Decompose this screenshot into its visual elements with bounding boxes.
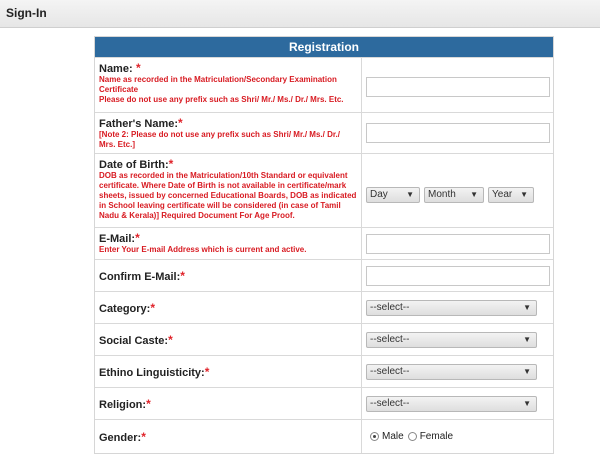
father-name-label: Father's Name: (99, 118, 179, 130)
category-input-cell (362, 292, 553, 323)
required-mark: * (168, 332, 173, 347)
father-name-label-cell (95, 113, 362, 153)
confirm-email-label-cell (95, 260, 362, 291)
gender-male-radio[interactable] (370, 432, 379, 441)
gender-label-cell (95, 420, 362, 453)
confirm-email-input-cell (362, 260, 553, 291)
social-caste-input-cell (362, 324, 553, 355)
confirm-email-label: Confirm E-Mail: (99, 270, 181, 283)
email-row (95, 227, 553, 259)
sign-in-title: Sign-In (6, 6, 47, 20)
religion-label-cell (95, 388, 362, 419)
required-mark: * (135, 61, 141, 75)
required-mark: * (141, 429, 146, 444)
father-name-row (95, 112, 553, 153)
chevron-down-icon: ▼ (470, 189, 478, 199)
category-select-value: --select-- (370, 301, 410, 313)
chevron-down-icon: ▼ (523, 334, 531, 344)
name-note: Name as recorded in the Matriculation/Secondary Examination Certificate Please do not use any prefix such as Shri/ Mr./ Ms./ Dr./ Mrs. Etc. (99, 75, 344, 104)
dob-label: Date of Birth: (99, 159, 169, 171)
category-row (95, 291, 553, 323)
social-caste-select[interactable] (366, 332, 537, 348)
top-bar (0, 0, 600, 28)
required-mark: * (180, 268, 185, 283)
religion-select-value: --select-- (370, 397, 410, 409)
father-name-input[interactable] (366, 123, 550, 143)
dob-label-cell (95, 154, 362, 227)
year-select-value: Year (492, 188, 513, 200)
chevron-down-icon: ▼ (523, 366, 531, 376)
ethino-label: Ethino Linguisticity: (99, 366, 205, 379)
name-label: Name (99, 63, 129, 75)
form-header: Registration (95, 37, 553, 57)
month-select[interactable] (424, 187, 484, 203)
social-caste-row (95, 323, 553, 355)
email-note: Enter Your E-mail Address which is current and active. (99, 245, 307, 254)
name-row (95, 57, 553, 112)
dob-note: DOB as recorded in the Matriculation/10th Standard or equivalent certificate. Where Date of Birth is not available in certificate/mark sheets, issued by concerned Educational Boards, DOB as indicated in School leaving certificate will be considered (in case of Tamil Nadu & Kerala)] Required Document For Age Proof. (99, 171, 357, 220)
ethino-select[interactable] (366, 364, 537, 380)
religion-row (95, 387, 553, 419)
required-mark: * (146, 396, 151, 411)
required-mark: * (135, 231, 140, 245)
father-name-input-cell (362, 113, 553, 153)
category-select[interactable] (366, 300, 537, 316)
dob-input-cell (362, 154, 553, 227)
month-select-value: Month (428, 188, 456, 200)
social-caste-label: Social Caste: (99, 334, 169, 347)
email-label: E-Mail: (99, 233, 136, 245)
email-input-cell (362, 228, 553, 259)
email-input[interactable] (366, 234, 550, 254)
religion-label: Religion: (99, 398, 147, 411)
year-select[interactable] (488, 187, 534, 203)
gender-female-radio[interactable] (408, 432, 417, 441)
name-input[interactable] (366, 77, 550, 97)
name-label-colon: : (128, 63, 133, 75)
chevron-down-icon: ▼ (523, 302, 531, 312)
name-input-cell (362, 58, 553, 112)
registration-form (94, 36, 554, 454)
category-label: Category: (99, 302, 151, 315)
required-mark: * (178, 116, 183, 130)
chevron-down-icon: ▼ (406, 189, 414, 199)
chevron-down-icon: ▼ (520, 189, 528, 199)
required-mark: * (204, 364, 210, 379)
ethino-select-value: --select-- (370, 365, 410, 377)
ethino-label-cell (95, 356, 362, 387)
gender-female-label: Female (419, 431, 454, 442)
ethino-input-cell (362, 356, 553, 387)
email-label-cell (95, 228, 362, 259)
required-mark: * (168, 157, 174, 171)
father-name-note: [Note 2: Please do not use any prefix such as Shri/ Mr./ Ms./ Dr./ Mrs. Etc.] (99, 130, 340, 149)
gender-radio-group (370, 431, 457, 442)
day-select-value: Day (370, 188, 388, 200)
gender-input-cell (362, 420, 553, 453)
social-caste-select-value: --select-- (370, 333, 410, 345)
name-label-cell (95, 58, 362, 112)
religion-select[interactable] (366, 396, 537, 412)
day-select[interactable] (366, 187, 420, 203)
religion-input-cell (362, 388, 553, 419)
confirm-email-row (95, 259, 553, 291)
gender-label: Gender: (99, 431, 142, 444)
required-mark: * (150, 300, 156, 315)
ethino-row (95, 355, 553, 387)
social-caste-label-cell (95, 324, 362, 355)
confirm-email-input[interactable] (366, 266, 550, 286)
category-label-cell (95, 292, 362, 323)
dob-row (95, 153, 553, 227)
gender-row (95, 419, 553, 453)
gender-male-label: Male (382, 431, 404, 442)
chevron-down-icon: ▼ (523, 398, 531, 408)
